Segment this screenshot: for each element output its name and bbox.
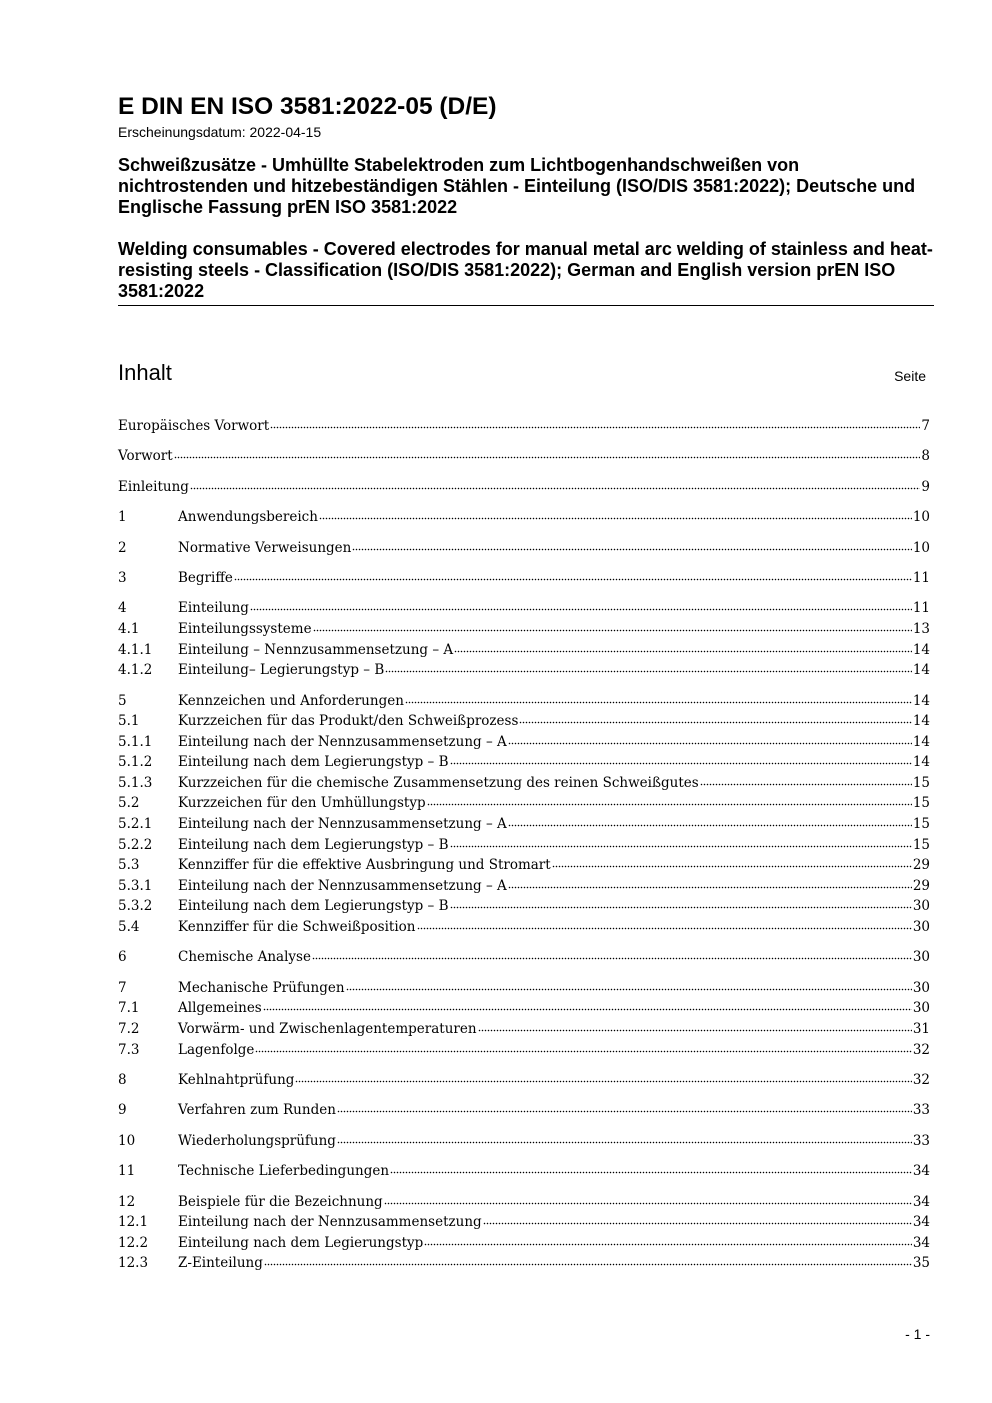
toc-entry-title[interactable]: Einteilung nach dem Legierungstyp – B bbox=[178, 898, 449, 915]
toc-dot-leader bbox=[508, 885, 912, 890]
toc-entry-page[interactable]: 32 bbox=[912, 1072, 930, 1088]
toc-entry-title[interactable]: Einleitung bbox=[118, 478, 189, 495]
toc-entry[interactable] bbox=[118, 619, 930, 640]
toc-entry-number: 9 bbox=[118, 1102, 127, 1119]
table-of-contents bbox=[118, 416, 930, 1274]
toc-entry-title[interactable]: Vorwärm- und Zwischenlagentemperaturen bbox=[178, 1021, 477, 1038]
toc-entry[interactable] bbox=[118, 876, 930, 897]
toc-entry[interactable] bbox=[118, 1100, 930, 1121]
toc-entry-number: 4.1.1 bbox=[118, 641, 153, 658]
toc-entry-title[interactable]: Kennziffer für die effektive Ausbringung und Stromart bbox=[178, 857, 551, 874]
toc-dot-leader bbox=[508, 741, 912, 746]
toc-entry-number: 5.2.2 bbox=[118, 836, 153, 853]
toc-entry-title[interactable]: Kurzzeichen für den Umhüllungstyp bbox=[178, 795, 426, 812]
toc-entry-title[interactable]: Technische Lieferbedingungen bbox=[178, 1163, 390, 1180]
toc-entry[interactable] bbox=[118, 691, 930, 712]
toc-dot-leader bbox=[427, 802, 912, 807]
toc-entry[interactable] bbox=[118, 660, 930, 681]
toc-dot-leader bbox=[417, 926, 912, 931]
header-divider bbox=[118, 305, 934, 306]
toc-dot-leader bbox=[454, 649, 912, 654]
toc-entry-number: 4.1.2 bbox=[118, 662, 153, 679]
toc-entry[interactable] bbox=[118, 598, 930, 619]
toc-entry[interactable] bbox=[118, 640, 930, 661]
toc-entry-number: 12.1 bbox=[118, 1214, 149, 1231]
toc-dot-leader bbox=[424, 1242, 912, 1247]
toc-entry[interactable] bbox=[118, 752, 930, 773]
toc-entry-number: 7.1 bbox=[118, 1000, 140, 1017]
toc-entry-title[interactable]: Einteilung nach dem Legierungstyp – B bbox=[178, 754, 449, 771]
toc-entry-number: 5.2 bbox=[118, 795, 140, 812]
toc-entry-page[interactable]: 14 bbox=[912, 662, 930, 679]
toc-entry-page[interactable]: 30 bbox=[912, 919, 930, 936]
toc-dot-leader bbox=[508, 823, 912, 828]
toc-entry-title[interactable]: Europäisches Vorwort bbox=[118, 418, 270, 434]
toc-entry-number: 5 bbox=[118, 692, 127, 709]
toc-entry-number: 4.1 bbox=[118, 620, 140, 637]
toc-entry[interactable] bbox=[118, 814, 930, 835]
toc-dot-leader bbox=[263, 1007, 912, 1012]
toc-entry[interactable] bbox=[118, 947, 930, 968]
toc-entry-title[interactable]: Verfahren zum Runden bbox=[178, 1102, 336, 1119]
toc-dot-leader bbox=[450, 905, 912, 910]
toc-entry[interactable] bbox=[118, 855, 930, 876]
toc-entry[interactable] bbox=[118, 998, 930, 1019]
toc-entry-number: 5.3.2 bbox=[118, 898, 153, 915]
toc-entry[interactable] bbox=[118, 446, 930, 467]
document-title: E DIN EN ISO 3581:2022-05 (D/E) bbox=[118, 93, 497, 120]
toc-entry[interactable] bbox=[118, 1070, 930, 1091]
toc-entry-number: 7.3 bbox=[118, 1041, 140, 1058]
toc-entry-title[interactable]: Einteilung bbox=[178, 600, 249, 617]
toc-entry-number: 12.2 bbox=[118, 1234, 149, 1251]
toc-entry-title[interactable]: Kehlnahtprüfung bbox=[178, 1072, 295, 1088]
toc-entry-page[interactable]: 34 bbox=[912, 1234, 930, 1251]
toc-entry[interactable] bbox=[118, 568, 930, 589]
toc-entry-page[interactable]: 30 bbox=[912, 1000, 930, 1017]
toc-dot-leader bbox=[319, 516, 912, 521]
toc-entry-title[interactable]: Chemische Analyse bbox=[178, 949, 311, 966]
toc-entry-title[interactable]: Mechanische Prüfungen bbox=[178, 979, 345, 996]
toc-entry-page[interactable]: 14 bbox=[912, 733, 930, 750]
toc-entry-page[interactable]: 8 bbox=[921, 448, 930, 465]
toc-entry-page[interactable]: 34 bbox=[912, 1214, 930, 1231]
toc-dot-leader bbox=[313, 628, 912, 633]
toc-entry[interactable] bbox=[118, 477, 930, 498]
toc-entry-number: 8 bbox=[118, 1072, 127, 1088]
toc-dot-leader bbox=[337, 1140, 912, 1145]
toc-dot-leader bbox=[255, 1049, 911, 1054]
toc-entry-number: 5.1.1 bbox=[118, 733, 153, 750]
toc-dot-leader bbox=[552, 864, 912, 869]
title-english: Welding consumables - Covered electrodes for manual metal arc welding of stainless and heat-resisting steels - Classification (ISO/DIS 3581:2022); German and English version prEN ISO 3581:2022 bbox=[118, 239, 933, 301]
toc-entry-title[interactable]: Kennzeichen und Anforderungen bbox=[178, 692, 404, 709]
toc-entry-title[interactable]: Normative Verweisungen bbox=[178, 539, 352, 556]
toc-entry-number: 12.3 bbox=[118, 1255, 149, 1272]
toc-entry-page[interactable]: 30 bbox=[912, 898, 930, 915]
publication-date: Erscheinungsdatum: 2022-04-15 bbox=[118, 124, 322, 140]
toc-entry-page[interactable]: 31 bbox=[912, 1021, 930, 1038]
toc-dot-leader bbox=[270, 425, 920, 430]
toc-entry[interactable] bbox=[118, 1131, 930, 1152]
toc-entry-number: 5.1.2 bbox=[118, 754, 153, 771]
toc-entry-page[interactable]: 14 bbox=[912, 754, 930, 771]
toc-dot-leader bbox=[250, 607, 912, 612]
toc-dot-leader bbox=[450, 844, 912, 849]
toc-entry-number: 12 bbox=[118, 1193, 136, 1210]
toc-entry-number: 2 bbox=[118, 539, 127, 556]
toc-entry-number: 5.3.1 bbox=[118, 877, 153, 894]
toc-entry-title[interactable]: Allgemeines bbox=[178, 1000, 262, 1017]
toc-entry-number: 4 bbox=[118, 600, 127, 617]
toc-entry-number: 6 bbox=[118, 949, 127, 966]
toc-entry[interactable] bbox=[118, 1019, 930, 1040]
toc-dot-leader bbox=[352, 547, 911, 552]
toc-entry-page[interactable]: 7 bbox=[921, 418, 930, 434]
toc-entry-title[interactable]: Einteilung – Nennzusammensetzung – A bbox=[178, 641, 454, 658]
toc-entry-title[interactable]: Vorwort bbox=[118, 448, 173, 465]
toc-entry-title[interactable]: Beispiele für die Bezeichnung bbox=[178, 1193, 383, 1210]
toc-entry-page[interactable]: 34 bbox=[912, 1163, 930, 1180]
toc-dot-leader bbox=[264, 1262, 912, 1267]
toc-entry-title[interactable]: Einteilungssysteme bbox=[178, 620, 312, 637]
toc-dot-leader bbox=[700, 782, 912, 787]
toc-dot-leader bbox=[337, 1109, 912, 1114]
toc-entry-number: 5.3 bbox=[118, 857, 140, 874]
title-german: Schweißzusätze - Umhüllte Stabelektroden zum Lichtbogenhandschweißen von nichtrostenden und hitzebeständigen Stählen - Einteilung (ISO/DIS 3581:2022); Deutsche und Englische Fassung prEN ISO 3581:2022 bbox=[118, 155, 916, 217]
toc-entry-title[interactable]: Einteilung nach dem Legierungstyp bbox=[178, 1234, 424, 1251]
toc-entry-title[interactable]: Einteilung nach der Nennzusammensetzung – A bbox=[178, 816, 507, 833]
toc-dot-leader bbox=[385, 669, 912, 674]
toc-entry[interactable] bbox=[118, 1192, 930, 1213]
toc-entry-title[interactable]: Lagenfolge bbox=[178, 1041, 255, 1058]
toc-dot-leader bbox=[234, 577, 912, 582]
toc-entry-page[interactable]: 15 bbox=[912, 774, 930, 791]
toc-entry-page[interactable]: 14 bbox=[912, 713, 930, 730]
toc-dot-leader bbox=[483, 1221, 912, 1226]
toc-dot-leader bbox=[295, 1079, 911, 1084]
toc-entry-page[interactable]: 10 bbox=[912, 539, 930, 556]
toc-page-column-label: Seite bbox=[894, 368, 926, 384]
toc-heading: Inhalt bbox=[118, 360, 172, 385]
toc-entry-title[interactable]: Anwendungsbereich bbox=[178, 509, 318, 526]
toc-entry-number: 5.1 bbox=[118, 713, 140, 730]
toc-entry[interactable] bbox=[118, 978, 930, 999]
toc-entry[interactable] bbox=[118, 835, 930, 856]
toc-dot-leader bbox=[450, 761, 912, 766]
toc-entry-number: 11 bbox=[118, 1163, 136, 1180]
toc-entry-title[interactable]: Einteilung nach der Nennzusammensetzung – A bbox=[178, 733, 507, 750]
toc-entry-page[interactable]: 30 bbox=[912, 949, 930, 966]
toc-entry[interactable] bbox=[118, 896, 930, 917]
toc-dot-leader bbox=[174, 455, 921, 460]
toc-dot-leader bbox=[405, 700, 912, 705]
toc-dot-leader bbox=[390, 1170, 912, 1175]
toc-dot-leader bbox=[519, 720, 911, 725]
toc-entry[interactable] bbox=[118, 1161, 930, 1182]
toc-entry-page[interactable]: 32 bbox=[912, 1041, 930, 1058]
toc-entry[interactable] bbox=[118, 507, 930, 528]
toc-entry[interactable] bbox=[118, 1233, 930, 1254]
toc-entry-page[interactable]: 9 bbox=[921, 478, 930, 495]
toc-entry-title[interactable]: Einteilung nach der Nennzusammensetzung bbox=[178, 1214, 482, 1231]
toc-dot-leader bbox=[312, 956, 912, 961]
toc-entry-title[interactable]: Kurzzeichen für die chemische Zusammensetzung des reinen Schweißgutes bbox=[178, 774, 699, 791]
toc-entry-page[interactable]: 30 bbox=[912, 979, 930, 996]
toc-entry-number: 3 bbox=[118, 569, 127, 586]
toc-entry[interactable] bbox=[118, 538, 930, 559]
toc-entry-title[interactable]: Einteilung nach der Nennzusammensetzung – A bbox=[178, 877, 507, 894]
toc-entry-page[interactable]: 33 bbox=[912, 1132, 930, 1149]
toc-entry-title[interactable]: Kennziffer für die Schweißposition bbox=[178, 919, 416, 936]
toc-entry-title[interactable]: Z-Einteilung bbox=[178, 1255, 263, 1272]
toc-entry[interactable] bbox=[118, 773, 930, 794]
toc-entry-page[interactable]: 10 bbox=[912, 509, 930, 526]
toc-entry[interactable] bbox=[118, 1040, 930, 1061]
toc-entry-page[interactable]: 11 bbox=[912, 600, 930, 617]
toc-dot-leader bbox=[478, 1028, 912, 1033]
toc-entry-title[interactable]: Wiederholungsprüfung bbox=[178, 1132, 336, 1149]
toc-entry-page[interactable]: 29 bbox=[912, 877, 930, 894]
toc-entry-page[interactable]: 14 bbox=[912, 641, 930, 658]
toc-entry[interactable] bbox=[118, 793, 930, 814]
toc-entry-number: 5.4 bbox=[118, 919, 140, 936]
toc-entry[interactable] bbox=[118, 1212, 930, 1233]
toc-entry[interactable] bbox=[118, 711, 930, 732]
toc-entry-title[interactable]: Begriffe bbox=[178, 569, 233, 586]
toc-entry-page[interactable]: 15 bbox=[912, 795, 930, 812]
toc-entry-title[interactable]: Einteilung– Legierungstyp – B bbox=[178, 662, 385, 679]
toc-entry-number: 5.1.3 bbox=[118, 774, 153, 791]
toc-entry-number: 7.2 bbox=[118, 1021, 140, 1038]
toc-entry-page[interactable]: 35 bbox=[912, 1255, 930, 1272]
toc-entry-page[interactable]: 33 bbox=[912, 1102, 930, 1119]
toc-entry-title[interactable]: Einteilung nach dem Legierungstyp – B bbox=[178, 836, 449, 853]
toc-entry-page[interactable]: 14 bbox=[912, 692, 930, 709]
toc-entry-number: 1 bbox=[118, 509, 127, 526]
toc-entry-number: 5.2.1 bbox=[118, 816, 153, 833]
page-number: - 1 - bbox=[905, 1326, 930, 1342]
toc-dot-leader bbox=[384, 1201, 912, 1206]
toc-entry-page[interactable]: 29 bbox=[912, 857, 930, 874]
toc-entry-page[interactable]: 15 bbox=[912, 816, 930, 833]
toc-entry[interactable] bbox=[118, 416, 930, 437]
toc-entry[interactable] bbox=[118, 732, 930, 753]
toc-entry[interactable] bbox=[118, 1253, 930, 1274]
toc-entry-page[interactable]: 34 bbox=[912, 1193, 930, 1210]
toc-entry-number: 10 bbox=[118, 1132, 136, 1149]
toc-entry-page[interactable]: 11 bbox=[912, 569, 930, 586]
toc-dot-leader bbox=[346, 987, 912, 992]
toc-entry-page[interactable]: 13 bbox=[912, 620, 930, 637]
toc-entry-number: 7 bbox=[118, 979, 127, 996]
toc-entry-page[interactable]: 15 bbox=[912, 836, 930, 853]
document-header bbox=[118, 92, 934, 306]
toc-entry[interactable] bbox=[118, 917, 930, 938]
toc-heading-row bbox=[118, 359, 930, 389]
toc-dot-leader bbox=[190, 486, 920, 491]
toc-entry-title[interactable]: Kurzzeichen für das Produkt/den Schweißprozess bbox=[178, 713, 519, 730]
